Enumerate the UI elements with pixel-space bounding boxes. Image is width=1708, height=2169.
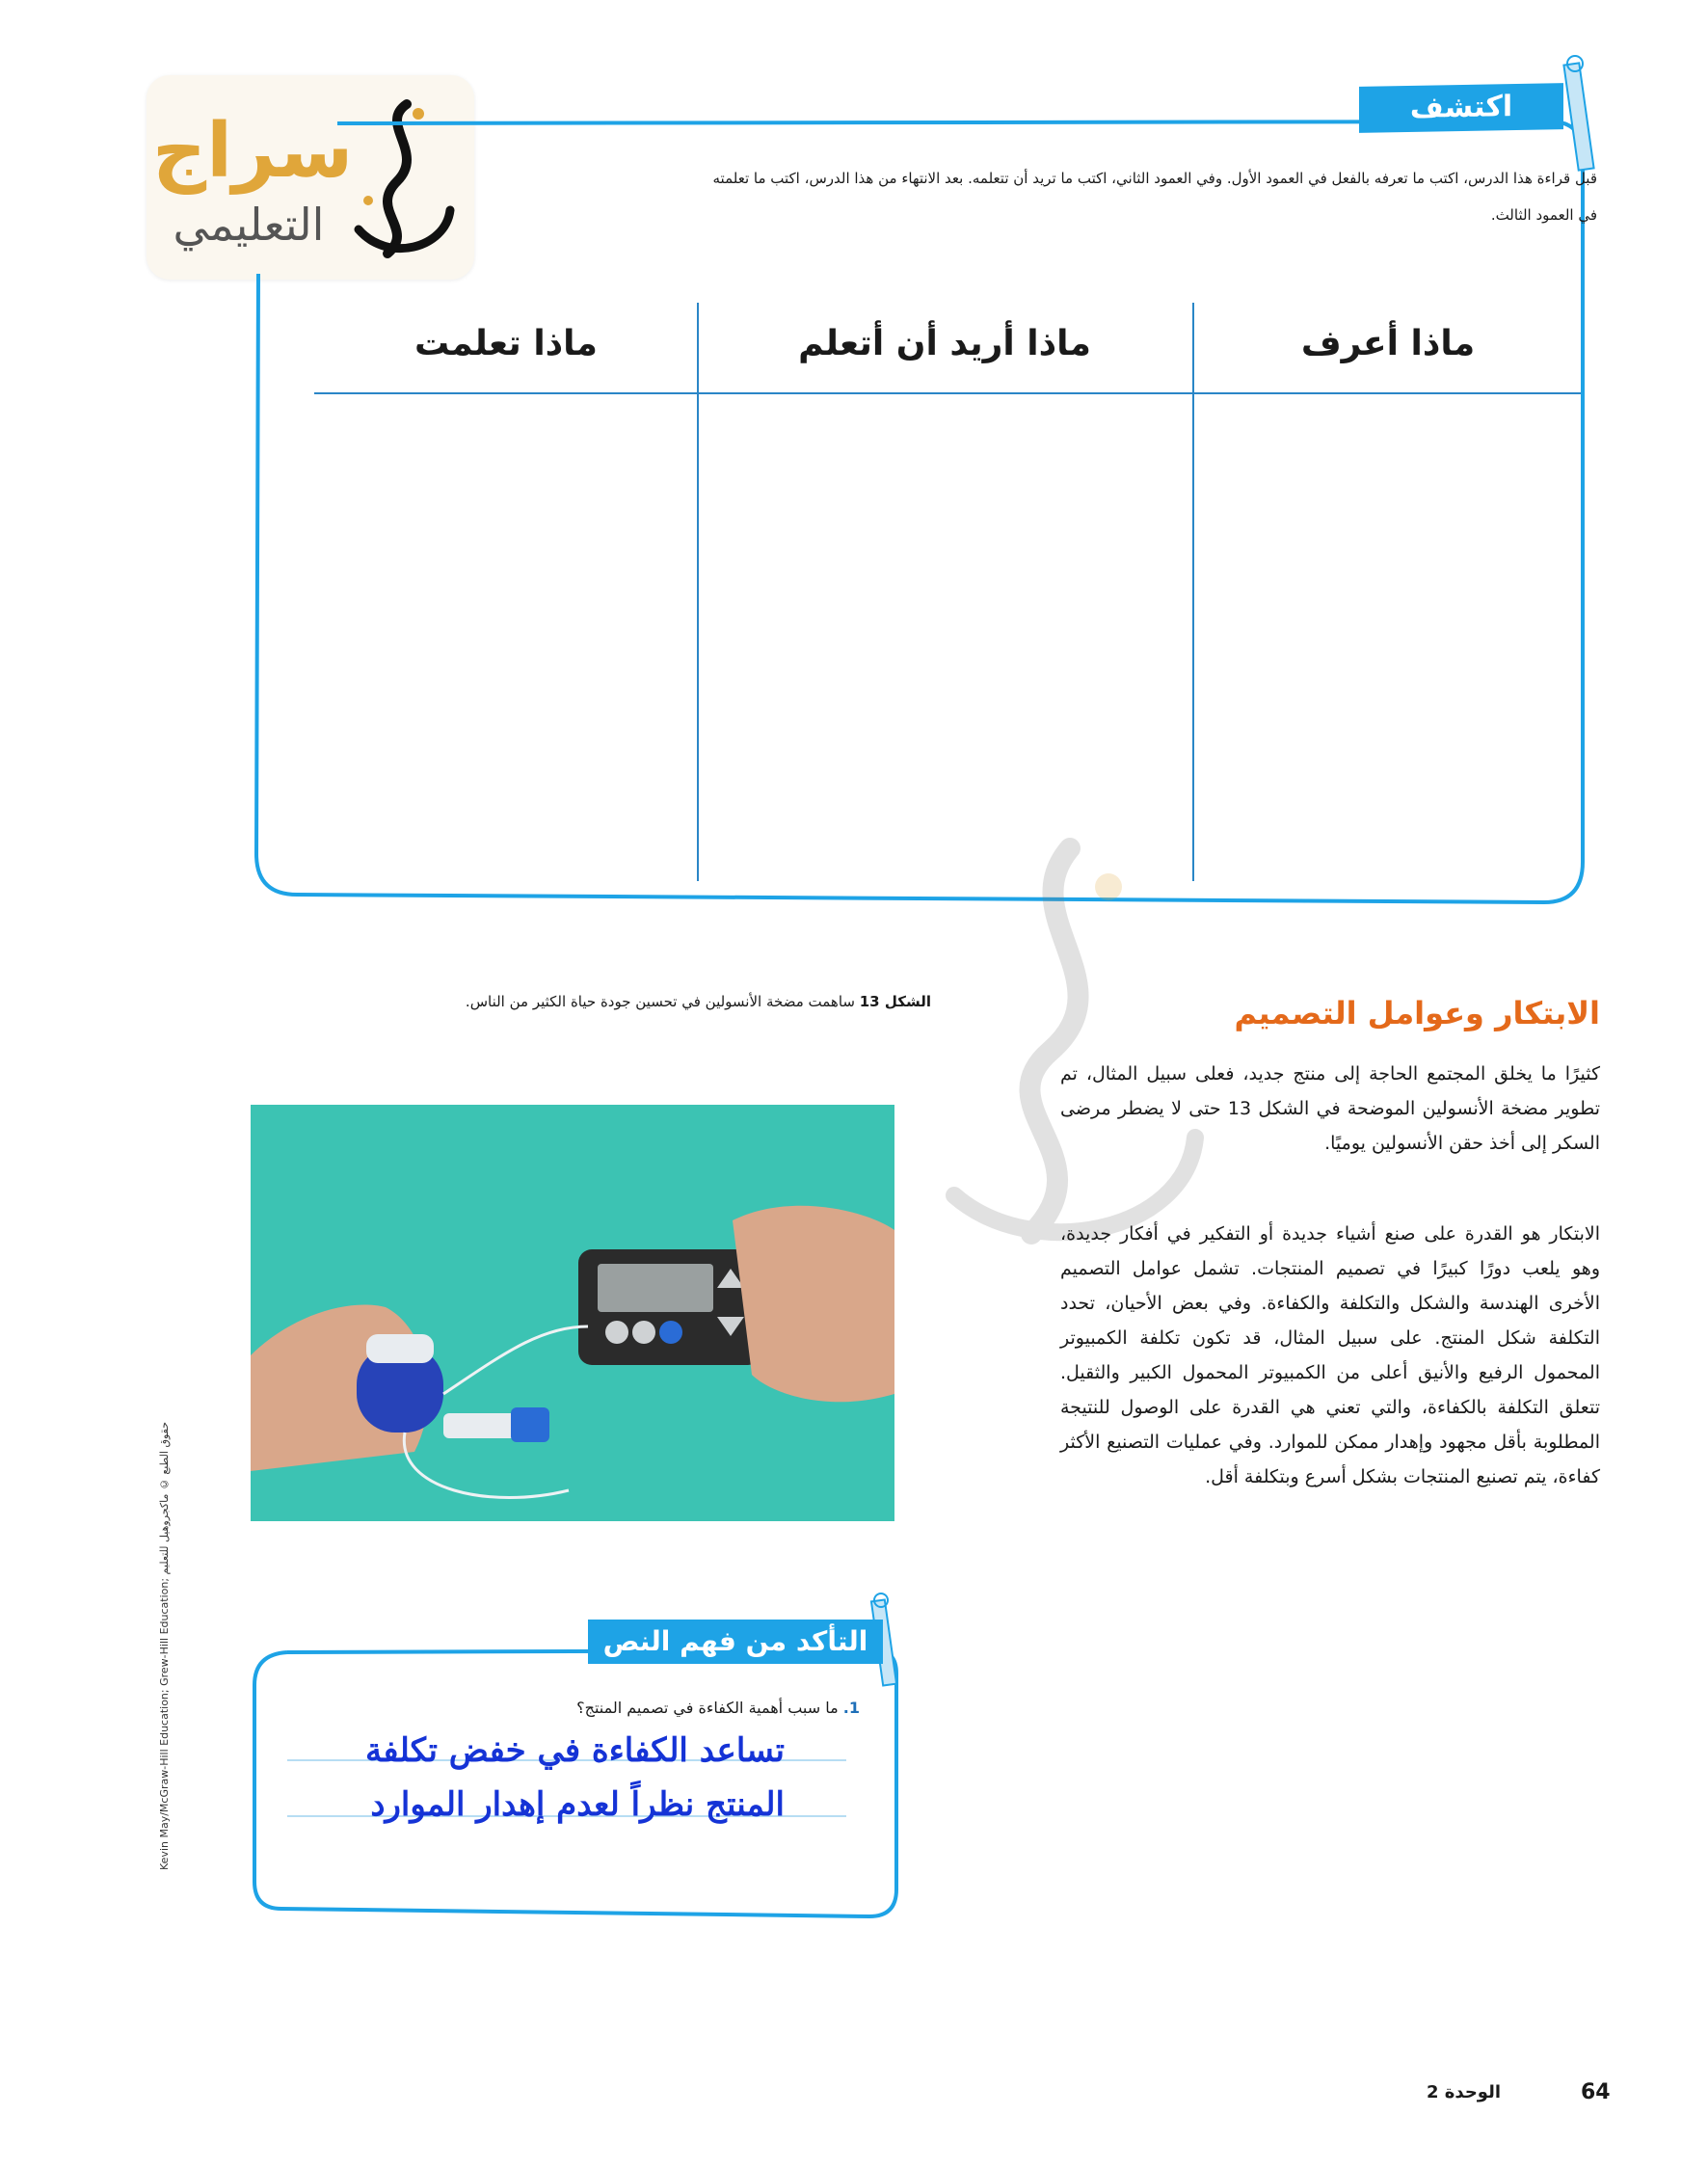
- explore-tab: اكتشف: [1359, 83, 1563, 133]
- column-header-know: ماذا أعرف: [1300, 324, 1476, 363]
- logo-name: سراج: [152, 108, 354, 195]
- watermark-logo-icon: [896, 829, 1243, 1272]
- figure-label: الشكل 13: [859, 993, 931, 1010]
- question-text: ما سبب أهمية الكفاءة في تصميم المنتج؟: [576, 1699, 839, 1717]
- insulin-pump-photo: [251, 1105, 894, 1521]
- column-header-want: ماذا أريد أن أتعلم: [798, 324, 1091, 363]
- insulin-pump-illustration: [251, 1105, 894, 1521]
- paragraph-2: الابتكار هو القدرة على صنع أشياء جديدة أو التفكير في أفكار جديدة، وهو يلعب دورًا كبيرًا في تصميم المنتجات. تشمل عوامل التصميم الأخرى الهندسة والشكل والتكلفة والكفاءة. وفي بعض الأحيان، تحدد التكلفة شكل المنتج. على سبيل المثال، قد تكون تكلفة الكمبيوتر المحمول الرفيع والأنيق أعلى من الكمبيوتر المحمول الكبير والثقيل. تتعلق التكلفة بالكفاءة، والتي تعني هي القدرة على الوصول للنتيجة المطلوبة بأقل مجهود وإهدار ممكن للموارد. وفي عمليات التصنيع الأكثر كفاءة، يتم تصنيع المنتجات بشكل أسرع وبتكلفة أقل.: [1060, 1223, 1600, 1487]
- photo-credit: Kevin May/McGraw-Hill Education; Grew-Hill Education; حقوق الطبع © ماكجروهيل للتعليم: [158, 1421, 171, 1870]
- unit-label: الوحدة 2: [1427, 2082, 1502, 2102]
- paragraph-1: كثيرًا ما يخلق المجتمع الحاجة إلى منتج جديد، فعلى سبيل المثال، تم تطوير مضخة الأنسولين الموضحة في الشكل 13 حتى لا يضطر مرضى السكر إلى أخذ حقن الأنسولين يوميًا.: [1060, 1063, 1600, 1154]
- instructions-line-1: قبل قراءة هذا الدرس، اكتب ما تعرفه بالفعل في العمود الأول. وفي العمود الثاني، اكتب ما تريد أن تتعلمه. بعد الانتهاء من هذا الدرس، اكتب ما تعلمته: [712, 170, 1597, 187]
- instructions-line-2: في العمود الثالث.: [1490, 206, 1597, 224]
- figure-caption-text: ساهمت مضخة الأنسولين في تحسين جودة حياة الكثير من الناس.: [465, 993, 855, 1010]
- page-number: 64: [1581, 2080, 1611, 2104]
- answer-line-1: تساعد الكفاءة في خفض تكلفة: [365, 1731, 785, 1770]
- explore-frame: [249, 120, 1588, 920]
- figure-caption: [453, 983, 931, 1020]
- question-number: 1.: [842, 1699, 860, 1717]
- question-1: [576, 1699, 860, 1717]
- check-tab: التأكد من فهم النص: [588, 1620, 883, 1664]
- column-header-learned: ماذا تعلمت: [414, 324, 598, 363]
- answer-line-2: المنتج نظراً لعدم إهدار الموارد: [370, 1785, 785, 1824]
- explore-instructions: [344, 160, 1597, 233]
- section-title: الابتكار وعوامل التصميم: [1234, 995, 1600, 1031]
- check-box-frame: [249, 1647, 900, 1920]
- logo-subtitle: التعليمي: [173, 199, 325, 251]
